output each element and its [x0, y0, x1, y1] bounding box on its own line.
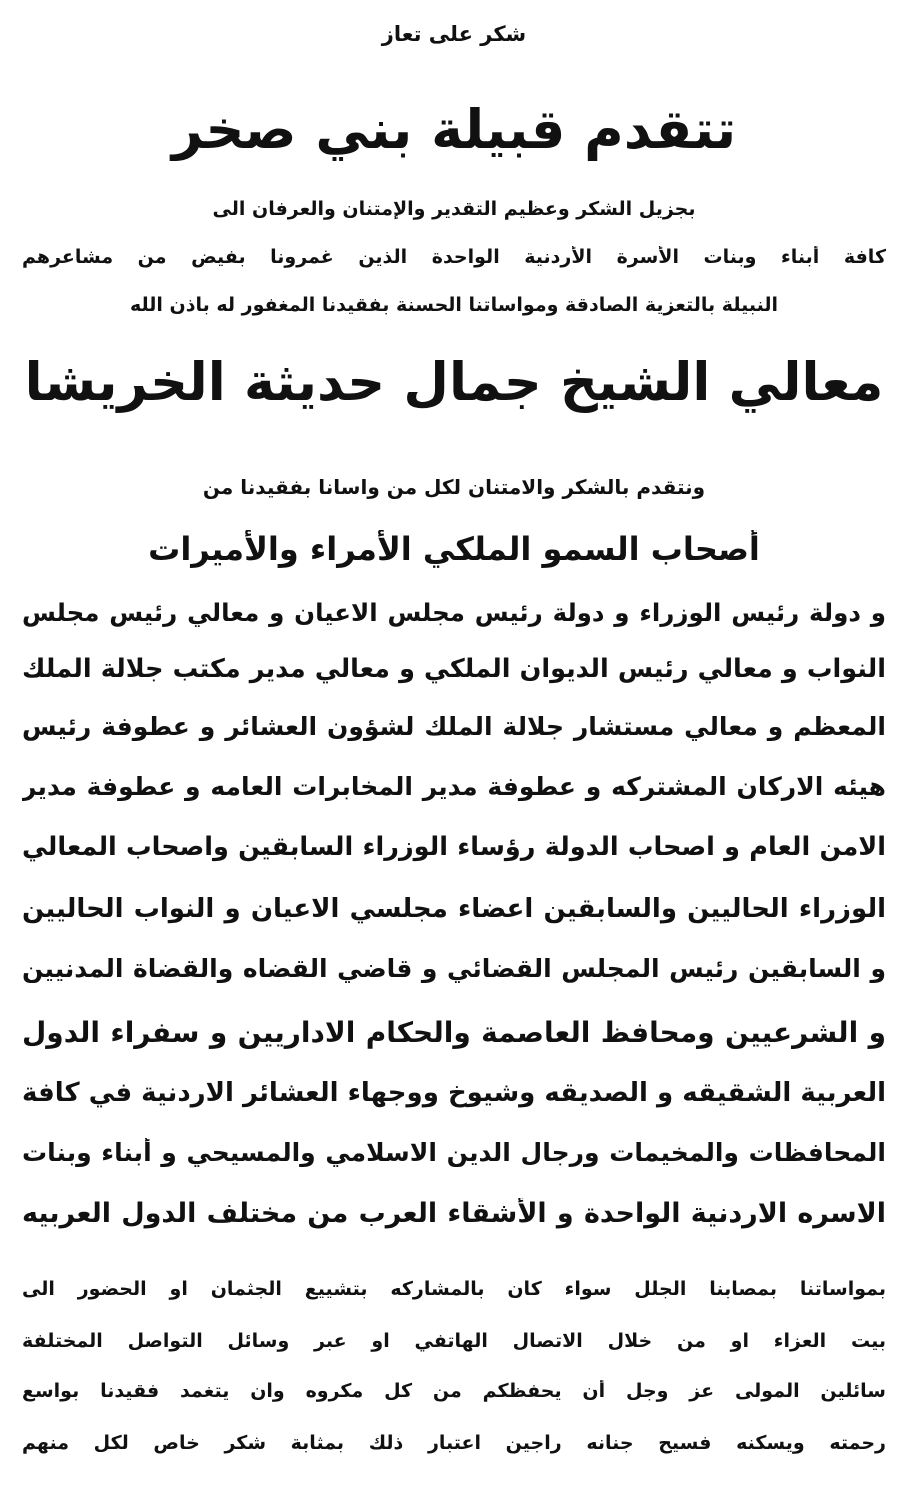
royal-line: أصحاب السمو الملكي الأمراء والأميرات [148, 530, 760, 568]
intro-line-1: بجزيل الشكر وعظيم التقدير والإمتنان والعرفان الى [212, 198, 696, 220]
body-line-7: و السابقين رئيس المجلس القضائي و قاضي القضاه والقضاة المدنيين [22, 954, 886, 983]
intro-line-2: كافة أبناء وبنات الأسرة الأردنية الواحدة الذين غمرونا بفيض من مشاعرهم [22, 246, 886, 268]
intro-line-3: النبيلة بالتعزية الصادقة ومواساتنا الحسنة بفقيدنا المغفور له باذن الله [129, 294, 779, 316]
body-line-11: الاسره الاردنية الواحدة و الأشقاء العرب من مختلف الدول العربيه [22, 1198, 886, 1229]
body-line-9: العربية الشقيقه و الصديقه وشيوخ ووجهاء العشائر الاردنية في كافة [22, 1078, 886, 1108]
thanks-to-line: ونتقدم بالشكر والامتنان لكل من واسانا بفقيدنا من [202, 475, 706, 499]
body-line-3: المعظم و معالي مستشار جلالة الملك لشؤون العشائر و عطوفة رئيس [22, 712, 886, 741]
closing-line-4: رحمته ويسكنه فسيح جنانه راجين اعتبار ذلك بمثابة شكر خاص لكل منهم [22, 1432, 886, 1454]
deceased-name: معالي الشيخ جمال حديثة الخريشا [24, 352, 884, 413]
body-line-2: النواب و معالي رئيس الديوان الملكي و معالي مدير مكتب جلالة الملك [22, 654, 886, 684]
body-line-8: و الشرعيين ومحافظ العاصمة والحكام الاداريين و سفراء الدول [22, 1016, 886, 1049]
closing-line-2: بيت العزاء او من خلال الاتصال الهاتفي او عبر وسائل التواصل المختلفة [22, 1330, 886, 1352]
body-line-5: الامن العام و اصحاب الدولة رؤساء الوزراء السابقين واصحاب المعالي [22, 832, 886, 862]
body-line-4: هيئه الاركان المشتركه و عطوفة مدير المخابرات العامه و عطوفة مدير [22, 772, 886, 801]
closing-line-3: سائلين المولى عز وجل أن يحفظكم من كل مكروه وان يتغمد فقيدنا بواسع [22, 1380, 886, 1402]
tribe-title: تتقدم قبيلة بني صخر [171, 98, 737, 161]
body-line-10: المحافظات والمخيمات ورجال الدين الاسلامي والمسيحي و أبناء وبنات [22, 1138, 886, 1167]
closing-line-1: بمواساتنا بمصابنا الجلل سواء كان بالمشاركه بتشييع الجثمان او الحضور الى [22, 1278, 886, 1300]
thanks-heading: شكر على تعاز [381, 22, 527, 46]
body-line-1: و دولة رئيس الوزراء و دولة رئيس مجلس الاعيان و معالي رئيس مجلس [22, 598, 886, 627]
body-line-6: الوزراء الحاليين والسابقين اعضاء مجلسي الاعيان و النواب الحاليين [22, 894, 886, 924]
